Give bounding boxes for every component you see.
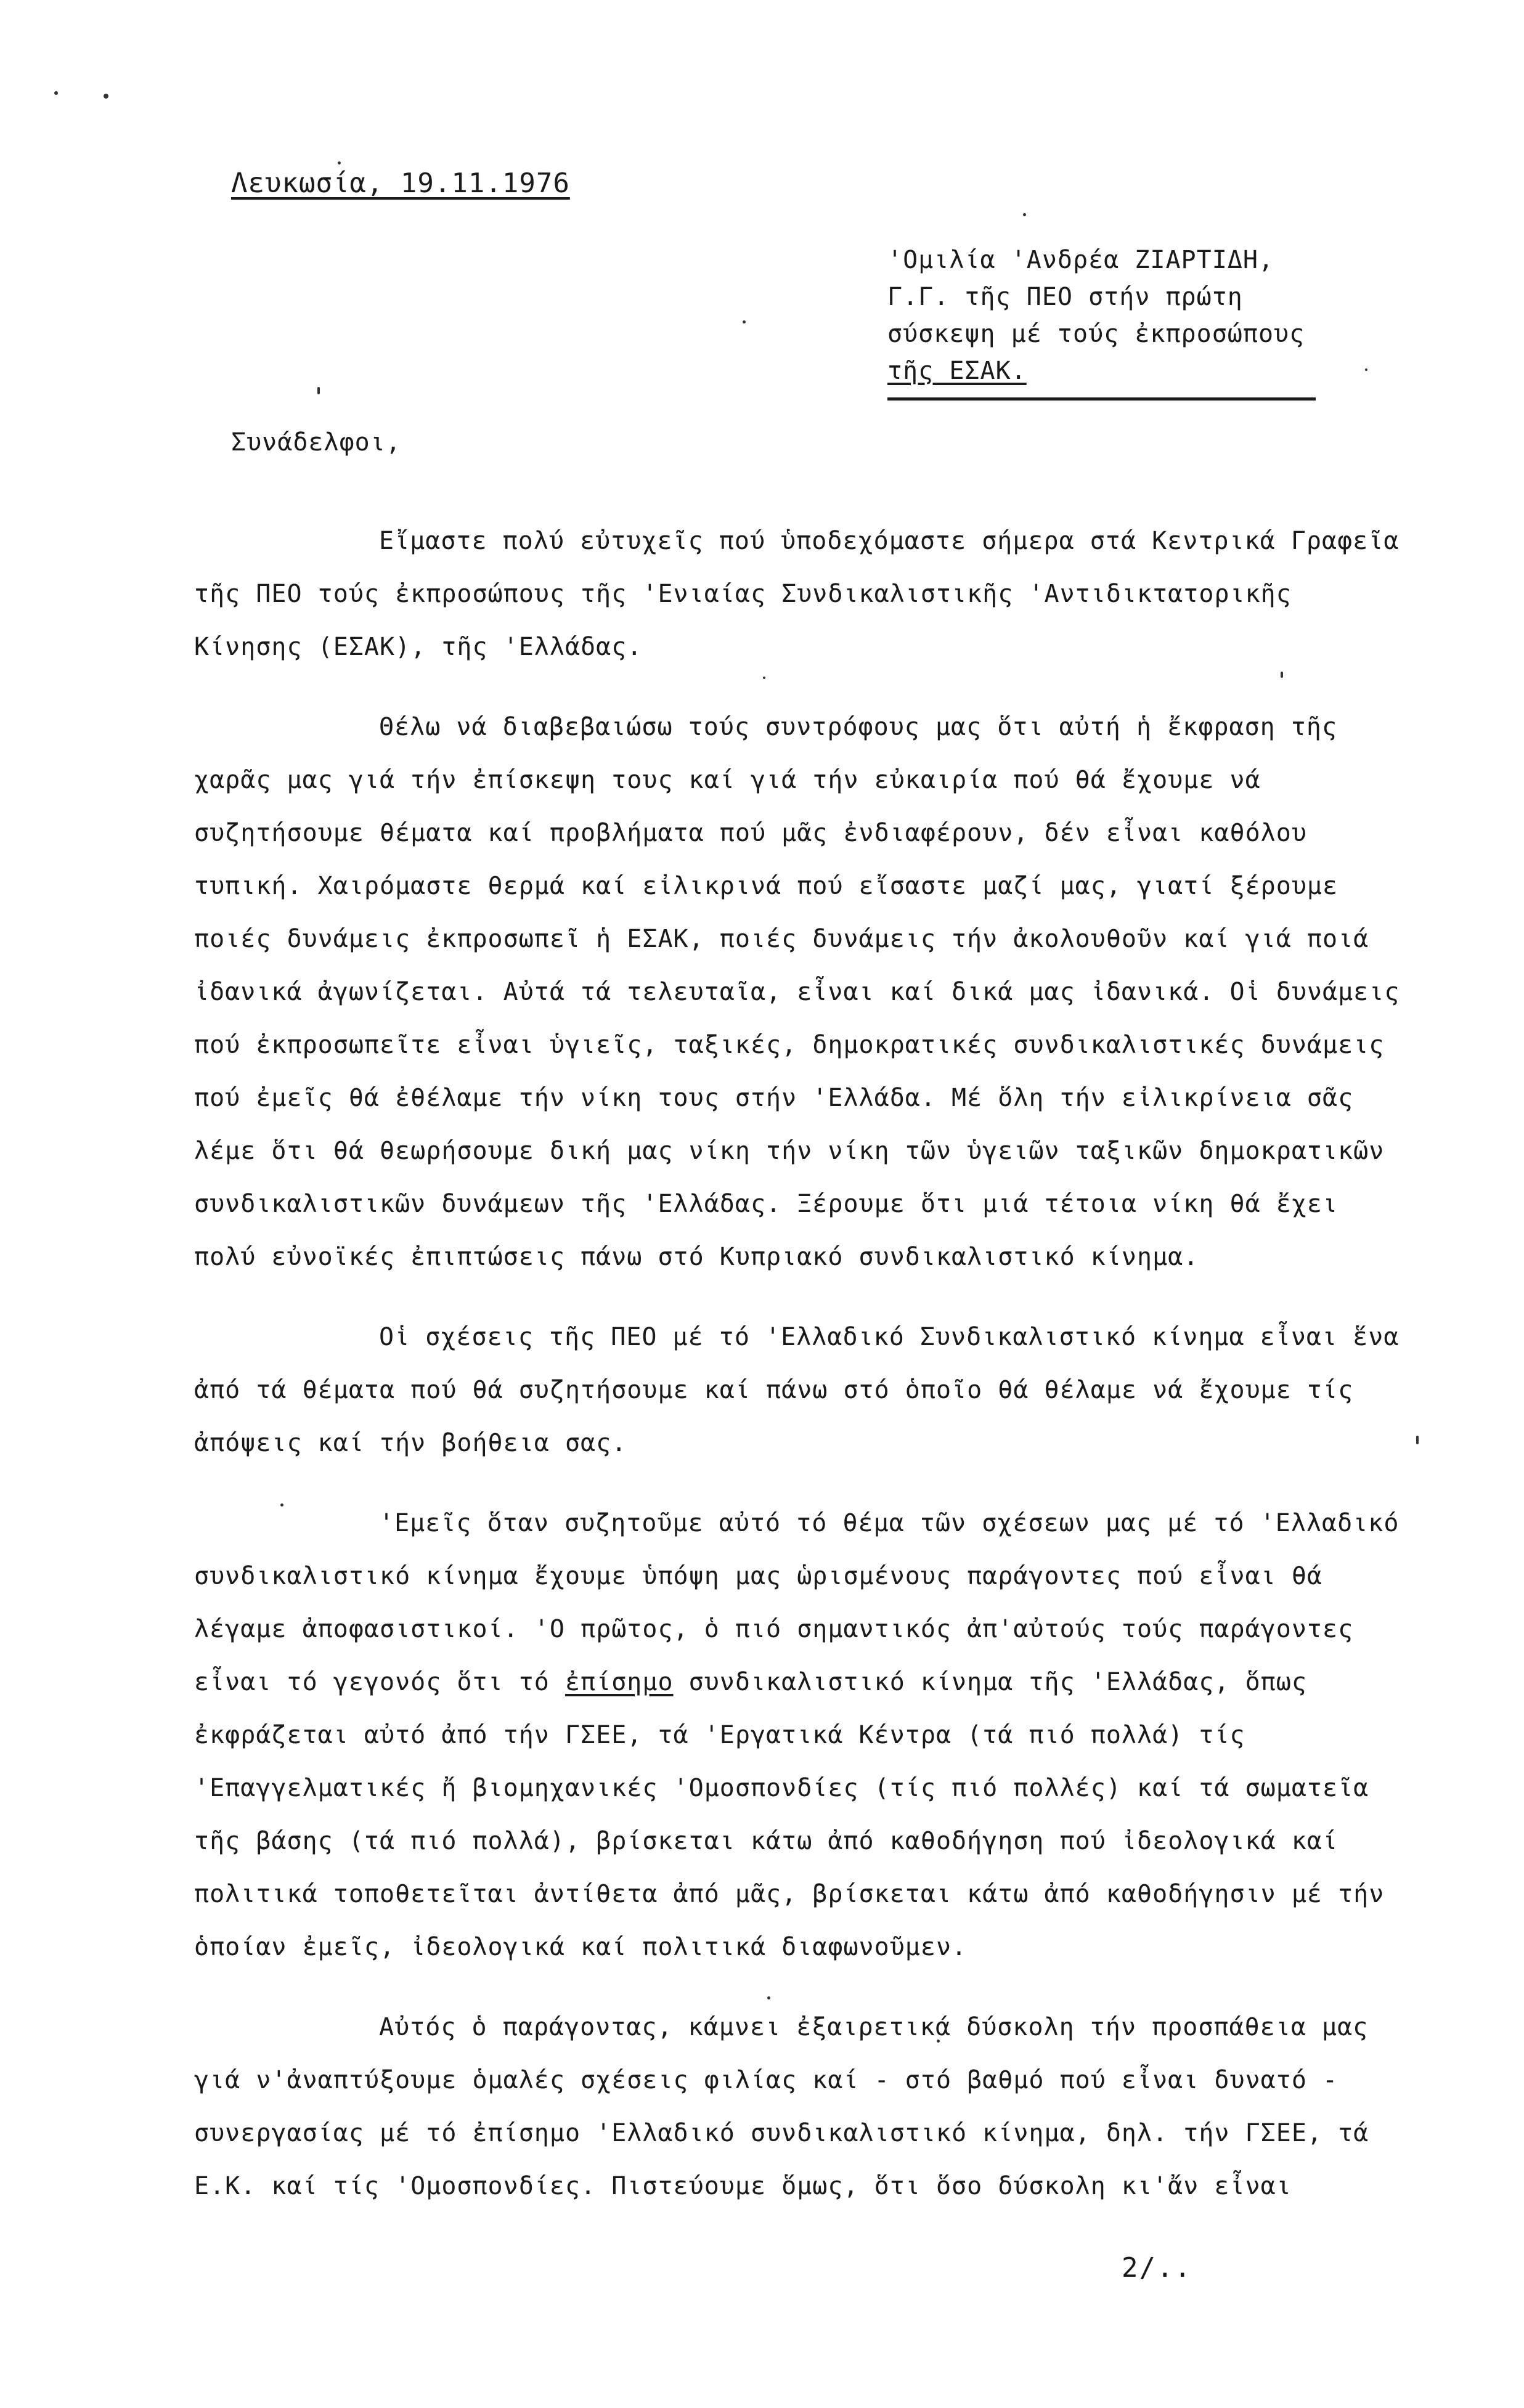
scan-speck — [1416, 1436, 1419, 1444]
heading-line: Γ.Γ. τῆς ΠΕΟ στήν πρώτη — [887, 283, 1243, 311]
salutation: Συνάδελφοι, — [231, 428, 401, 457]
paragraph: Οἱ σχέσεις τῆς ΠΕΟ μέ τό 'Ελλαδικό Συνδικαλιστικό κίνημα εἶναι ἕνα ἀπό τά θέματα πού θά συζητήσουμε καί πάνω στό ὁποῖο θά θέλαμε νά ἔχουμε τίς ἀπόψεις καί τήν βοήθεια σας. — [194, 1323, 1400, 1457]
heading-underline — [887, 397, 1316, 401]
underlined-word: ἐπίσημο — [564, 1668, 674, 1696]
scan-speck — [338, 161, 341, 165]
paragraph-text: 'Εμεῖς ὅταν συζητοῦμε αὐτό τό θέμα τῶν σχέσεων μας μέ τό 'Ελλαδικό συνδικαλιστικό κίνημα ἔχουμε ὑπόψη μας ὡρισμένους παράγοντες πού εἶναι θά λέγαμε ἀποφασιστικοί. 'Ο πρῶτος, ὁ πιό σημαντικός ἀπ'αὐτούς τούς παράγοντες εἶναι τό γεγονός ὅτι τό — [194, 1509, 1400, 1696]
scan-speck — [743, 320, 746, 323]
paragraph: Αὐτός ὁ παράγοντας, κάμνει ἐξαιρετικά δύσκολη τήν προσπάθεια μας γιά ν'ἀναπτύξουμε ὁμαλές σχέσεις φιλίας καί - στό βαθμό πού εἶναι δυνατό - συνεργασίας μέ τό ἐπίσημο 'Ελλαδικό συνδικαλιστικό κίνημα, δηλ. τήν ΓΣΕΕ, τά Ε.Κ. καί τίς 'Ομοσπονδίες. Πιστεύουμε ὅμως, ὅτι ὅσο δύσκολη κι'ἄν εἶναι — [194, 2013, 1369, 2200]
scan-speck — [104, 94, 108, 99]
scan-speck — [54, 91, 58, 95]
speech-body — [194, 515, 1402, 2213]
paragraph-text: συνδικαλιστικό κίνημα τῆς 'Ελλάδας, ὅπως ἐκφράζεται αὐτό ἀπό τήν ΓΣΕΕ, τά 'Εργατικά Κέντρα (τά πιό πολλά) τίς 'Επαγγελματικές ἤ βιομηχανικές 'Ομοσπονδίες (τίς πιό πολλές) καί τά σωματεῖα τῆς βάσης (τά πιό πολλά), βρίσκεται κάτω ἀπό καθοδήγηση πού ἰδεολογικά καί πολιτικά τοποθετεῖται ἀντίθετα ἀπό μᾶς, βρίσκεται κάτω ἀπό καθοδήγησιν μέ τήν ὁποίαν ἐμεῖς, ἰδεολογικά καί πολιτικά διαφωνοῦμεν. — [194, 1668, 1385, 1961]
heading-line: σύσκεψη μέ τούς ἐκπροσώπους — [887, 320, 1305, 348]
paragraph: Θέλω νά διαβεβαιώσω τούς συντρόφους μας ὅτι αὐτή ἡ ἔκφραση τῆς χαρᾶς μας γιά τήν ἐπίσκεψη τους καί γιά τήν εὐκαιρία πού θά ἔχουμε νά συζητήσουμε θέματα καί προβλήματα πού μᾶς ἐνδιαφέρουν, δέν εἶναι καθόλου τυπική. Χαιρόμαστε θερμά καί εἰλικρινά πού εἴσαστε μαζί μας, γιατί ξέρουμε ποιές δυνάμεις ἐκπροσωπεῖ ἡ ΕΣΑΚ, ποιές δυνάμεις τήν ἀκολουθοῦν καί γιά ποιά ἰδανικά ἀγωνίζεται. Αὐτά τά τελευταῖα, εἶναι καί δικά μας ἰδανικά. Οἱ δυνάμεις πού ἐκπροσωπεῖτε εἶναι ὑγιεῖς, ταξικές, δημοκρατικές συνδικαλιστικές δυνάμεις πού ἐμεῖς θά ἐθέλαμε τήν νίκη τους στήν 'Ελλάδα. Μέ ὅλη τήν εἰλικρίνεια σᾶς λέμε ὅτι θά θεωρήσουμε δική μας νίκη τήν νίκη τῶν ὑγειῶν ταξικῶν δημοκρατικῶν συνδικαλιστικῶν δυνάμεων τῆς 'Ελλάδας. Ξέρουμε ὅτι μιά τέτοια νίκη θά ἔχει πολύ εὐνοϊκές ἐπιπτώσεις πάνω στό Κυπριακό συνδικαλιστικό κίνημα. — [194, 713, 1400, 1271]
paragraph: Εἴμαστε πολύ εὐτυχεῖς πού ὑποδεχόμαστε σήμερα στά Κεντρικά Γραφεῖα τῆς ΠΕΟ τούς ἐκπροσώπους τῆς 'Ενιαίας Συνδικαλιστικῆς 'Αντιδικτατορικῆς Κίνησης (ΕΣΑΚ), τῆς 'Ελλάδας. — [194, 527, 1400, 661]
speech-heading — [887, 242, 1393, 389]
document-date: Λευκωσία, 19.11.1976 — [231, 168, 570, 199]
scan-speck — [317, 387, 320, 394]
scan-speck — [1023, 213, 1026, 216]
heading-line: 'Ομιλία 'Ανδρέα ΖΙΑΡΤΙΔΗ, — [887, 246, 1274, 274]
paragraph — [194, 1497, 1402, 1974]
page-continuation-marker: 2/.. — [1122, 2252, 1192, 2284]
heading-line: τῆς ΕΣΑΚ. — [887, 357, 1027, 385]
